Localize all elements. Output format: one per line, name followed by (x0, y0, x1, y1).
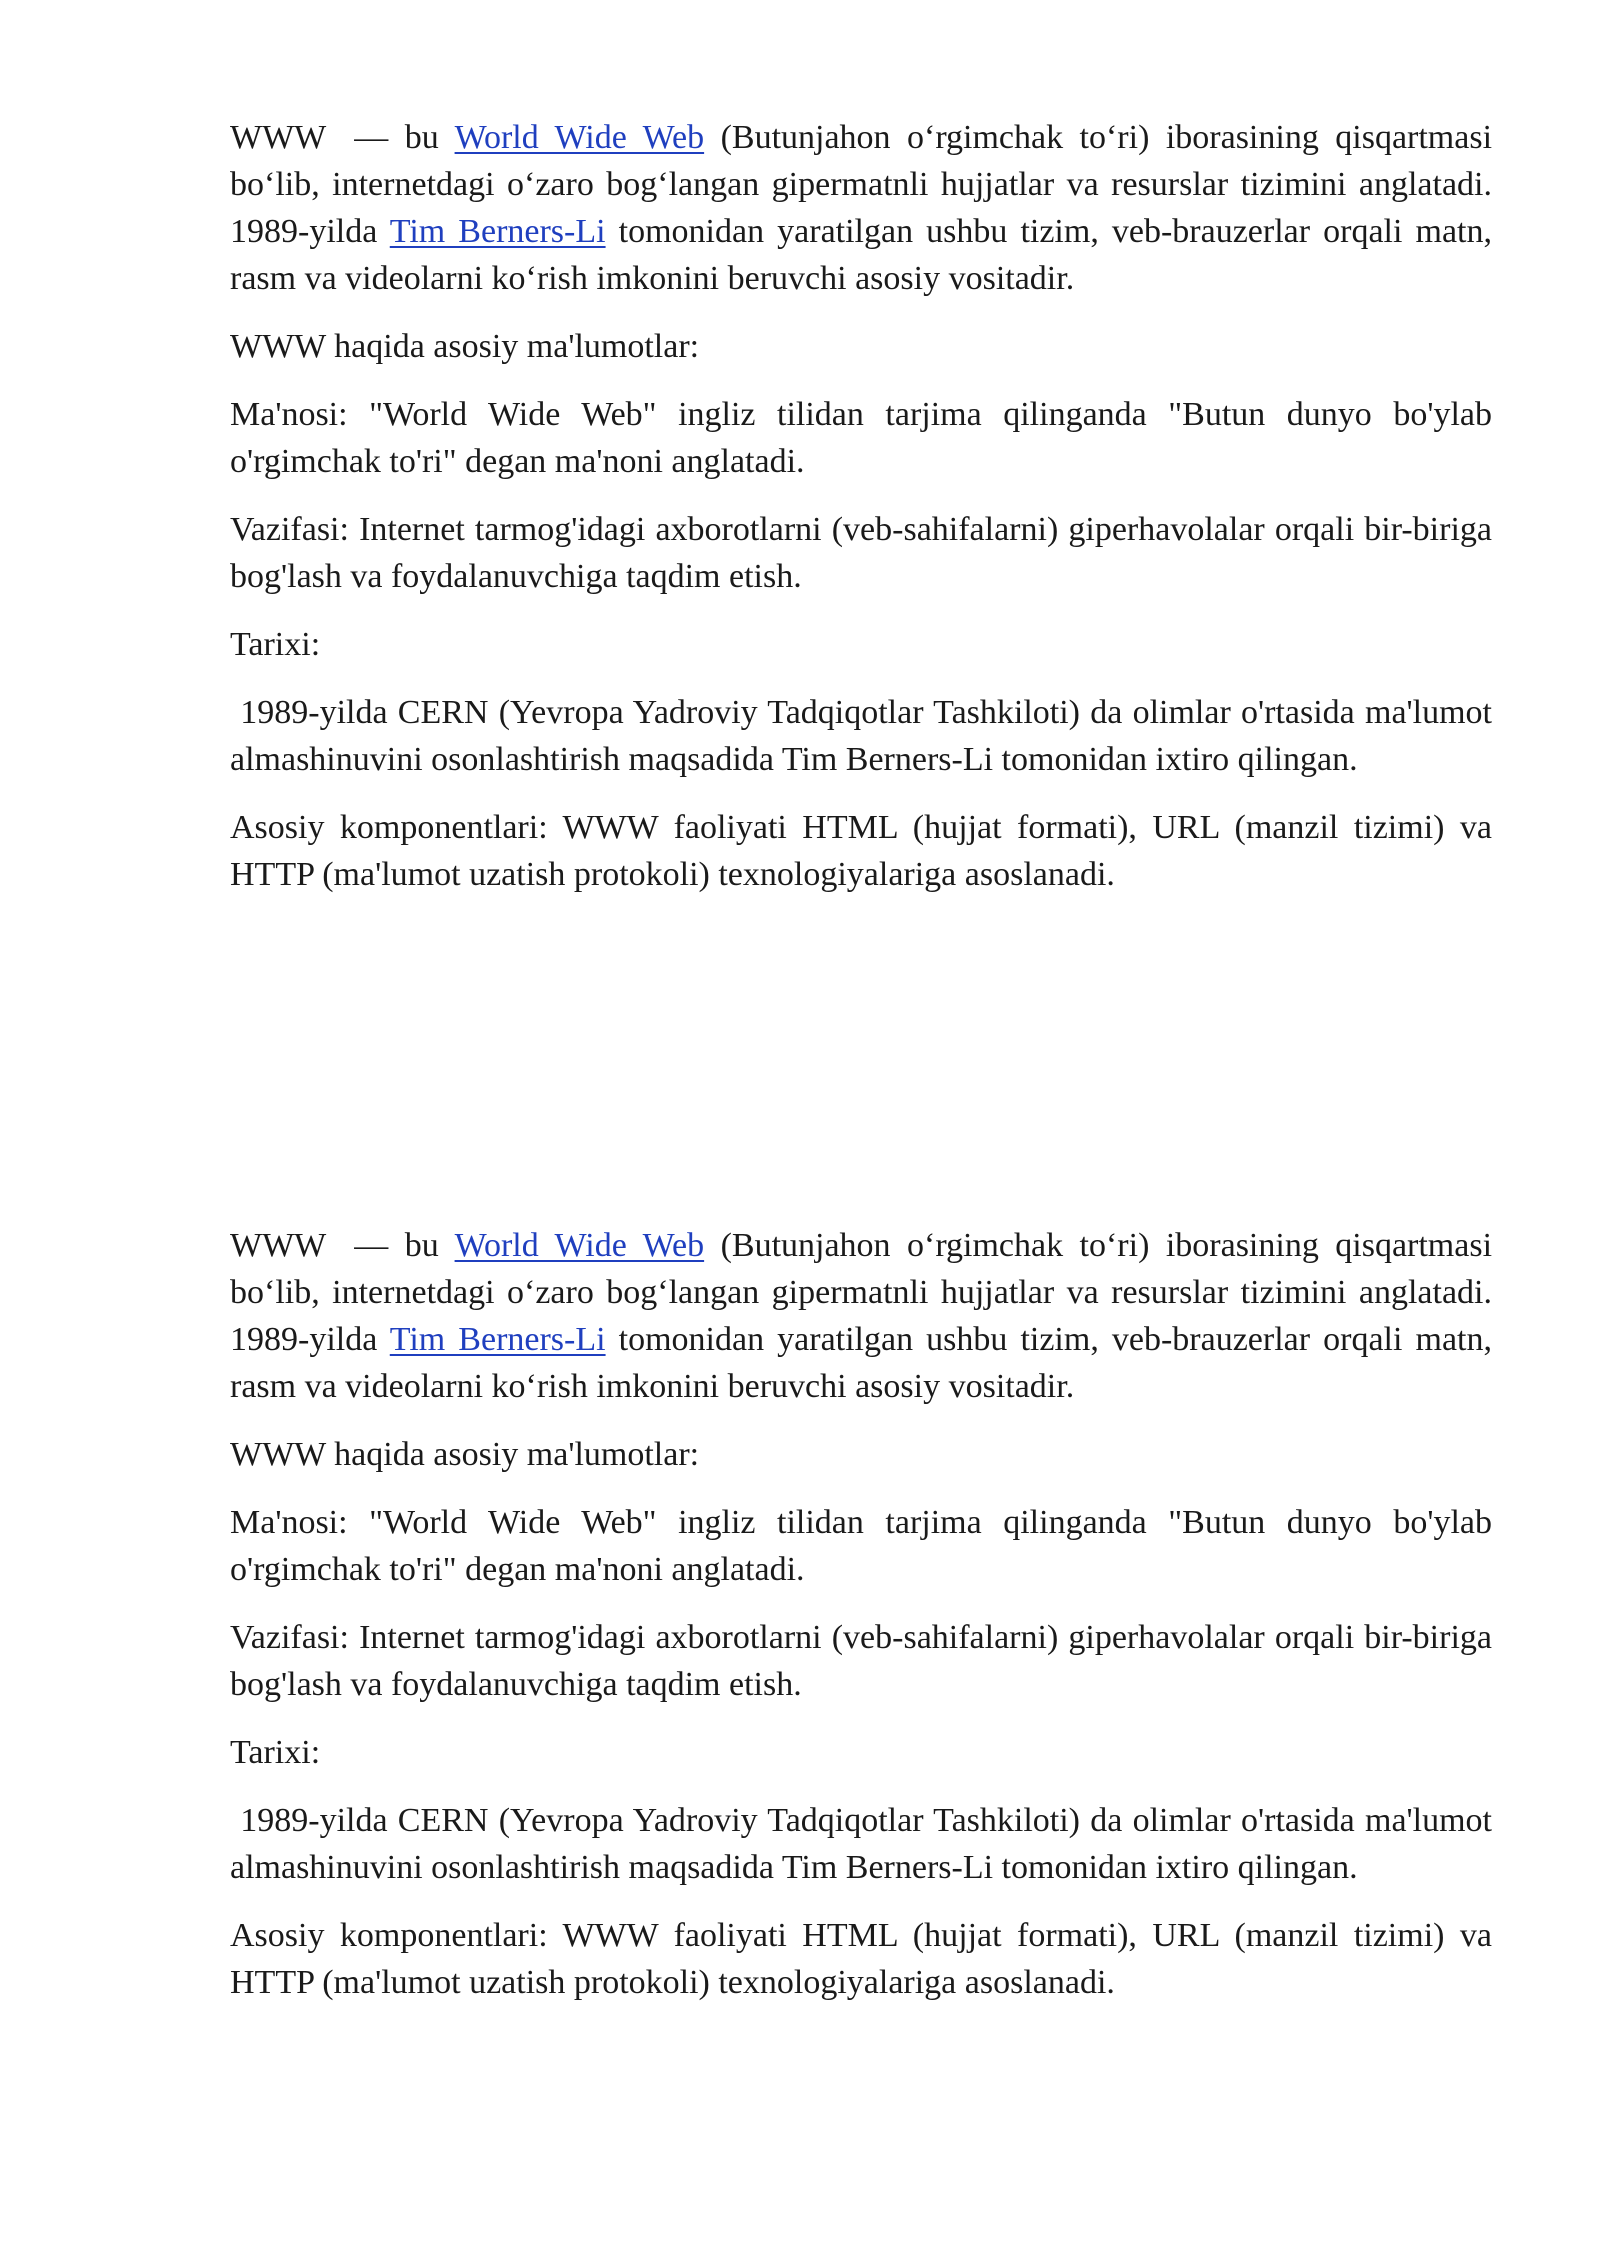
history-heading: Tarixi: (230, 626, 321, 663)
tim-berners-li-link[interactable]: Tim Berners-Li (389, 1321, 606, 1358)
meaning-paragraph: Ma'nosi: "World Wide Web" ingliz tilidan tarjima qilinganda "Butun dunyo bo'ylab o'rgimchak to'ri" degan ma'noni anglatadi. (230, 1504, 1492, 1588)
key-info-heading: WWW haqida asosiy ma'lumotlar: (230, 1436, 700, 1473)
history-paragraph (230, 689, 1492, 783)
function-paragraph: Vazifasi: Internet tarmog'idagi axborotlarni (veb-sahifalarni) giperhavolalar orqali bir-biriga bog'lash va foydalanuvchiga taqdim etish. (230, 1619, 1492, 1703)
dash-bu: — bu (354, 119, 439, 156)
text-block-1 (230, 114, 1492, 919)
world-wide-web-link[interactable]: World Wide Web (454, 119, 705, 156)
intro-text-1: (Butunjahon o‘rgimchak to‘ri) iborasining qisqartmasi bo‘lib, internetdagi o‘zaro bog‘langan gipermatnli hujjatlar va resurslar tizimini anglatadi. 1989-yilda (230, 119, 1493, 250)
world-wide-web-link[interactable]: World Wide Web (454, 1227, 705, 1264)
dash-bu: — bu (354, 1227, 439, 1264)
meaning-paragraph: Ma'nosi: "World Wide Web" ingliz tilidan tarjima qilinganda "Butun dunyo bo'ylab o'rgimchak to'ri" degan ma'noni anglatadi. (230, 396, 1492, 480)
intro-text-1: (Butunjahon o‘rgimchak to‘ri) iborasining qisqartmasi bo‘lib, internetdagi o‘zaro bog‘langan gipermatnli hujjatlar va resurslar tizimini anglatadi. 1989-yilda (230, 1227, 1493, 1358)
history-paragraph (230, 1797, 1492, 1891)
intro-paragraph (230, 114, 1492, 302)
history-text: 1989-yilda CERN (Yevropa Yadroviy Tadqiqotlar Tashkiloti) da olimlar o'rtasida ma'lumot almashinuvini osonlashtirish maqsadida Tim Berners-Li tomonidan ixtiro qilingan. (230, 694, 1493, 778)
function-paragraph: Vazifasi: Internet tarmog'idagi axborotlarni (veb-sahifalarni) giperhavolalar orqali bir-biriga bog'lash va foydalanuvchiga taqdim etish. (230, 511, 1492, 595)
intro-paragraph (230, 1222, 1492, 1410)
intro-text-2: tomonidan yaratilgan ushbu tizim, veb-brauzerlar orqali matn, rasm va videolarni ko‘rish imkonini beruvchi asosiy vositadir. (230, 1321, 1493, 1405)
www-abbr: WWW (230, 1227, 327, 1264)
components-paragraph: Asosiy komponentlari: WWW faoliyati HTML (hujjat formati), URL (manzil tizimi) va HTTP (ma'lumot uzatish protokoli) texnologiyalariga asoslanadi. (230, 1917, 1492, 2001)
components-paragraph: Asosiy komponentlari: WWW faoliyati HTML (hujjat formati), URL (manzil tizimi) va HTTP (ma'lumot uzatish protokoli) texnologiyalariga asoslanadi. (230, 809, 1492, 893)
key-info-heading: WWW haqida asosiy ma'lumotlar: (230, 328, 700, 365)
intro-text-2: tomonidan yaratilgan ushbu tizim, veb-brauzerlar orqali matn, rasm va videolarni ko‘rish imkonini beruvchi asosiy vositadir. (230, 213, 1493, 297)
history-heading: Tarixi: (230, 1734, 321, 1771)
history-text: 1989-yilda CERN (Yevropa Yadroviy Tadqiqotlar Tashkiloti) da olimlar o'rtasida ma'lumot almashinuvini osonlashtirish maqsadida Tim Berners-Li tomonidan ixtiro qilingan. (230, 1802, 1493, 1886)
text-block-2 (230, 1222, 1492, 2027)
tim-berners-li-link[interactable]: Tim Berners-Li (389, 213, 606, 250)
www-abbr: WWW (230, 119, 327, 156)
